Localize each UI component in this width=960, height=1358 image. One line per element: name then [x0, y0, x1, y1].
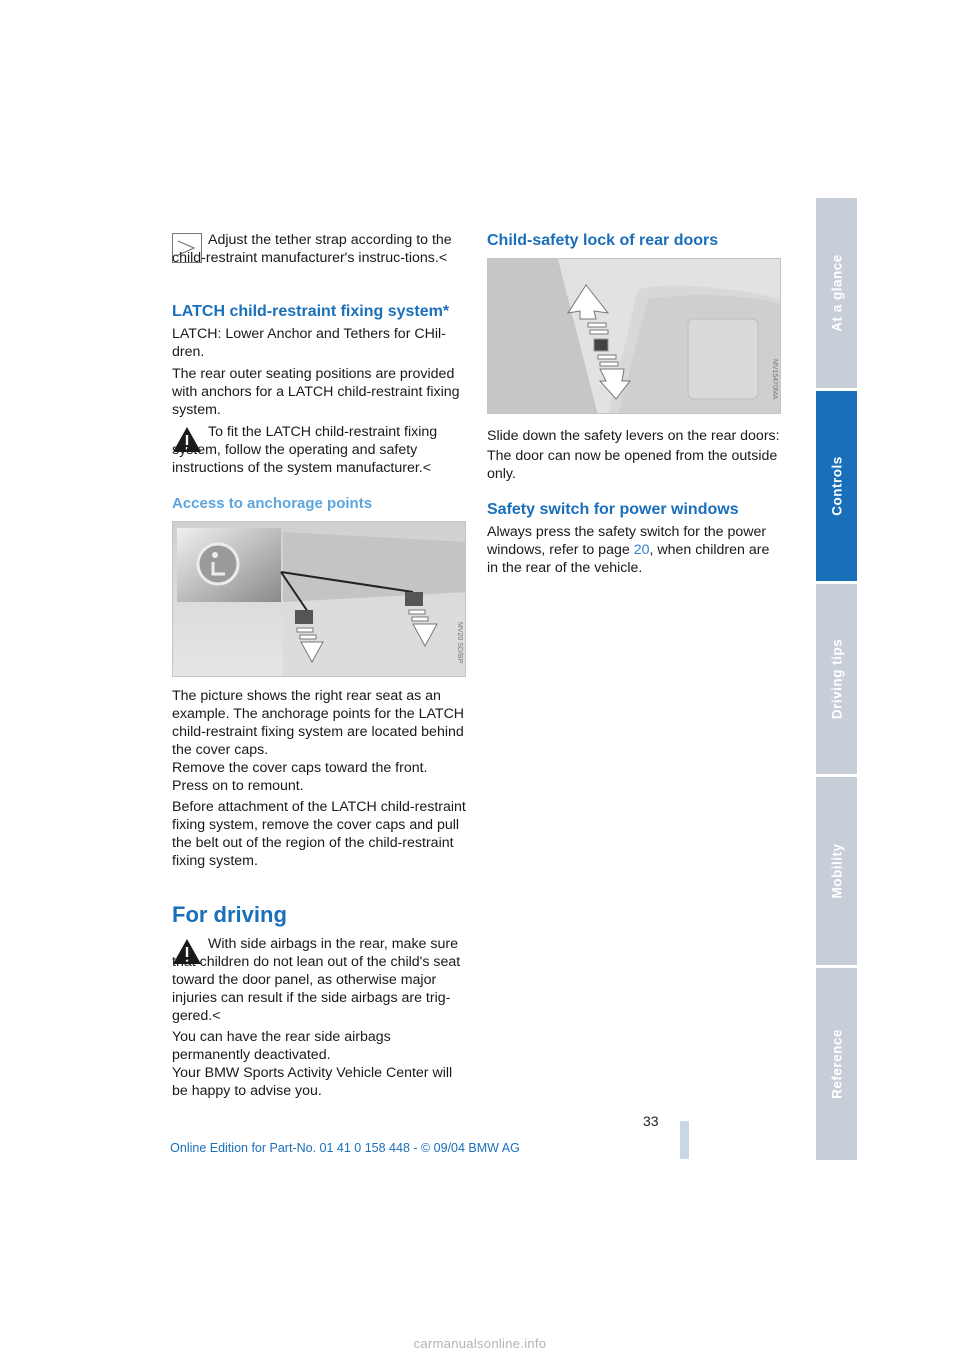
lock-heading: Child-safety lock of rear doors [487, 232, 719, 249]
driving-heading: For driving [172, 902, 287, 927]
access-heading: Access to anchorage points [172, 495, 373, 512]
windows-text-before: Always press the safety switch for the power windows, refer to page [487, 524, 767, 558]
driving-paragraph-line-1: You can have the rear side airbags permanently deactivated. [172, 1029, 391, 1063]
latch-warning-end-mark: < [422, 460, 432, 476]
figure-code-2: MV15470MA [771, 359, 778, 400]
latch-paragraph-2: The rear outer seating positions are provided with anchors for a LATCH child-restraint fixing system. [172, 366, 460, 418]
tab-driving-tips[interactable] [816, 584, 857, 774]
tab-label: Mobility [829, 843, 844, 899]
note-text-content: Adjust the tether strap according to the child-restraint manufacturer's instruc-tions. [172, 232, 452, 266]
access-paragraph-1-line-2: Remove the cover caps toward the front. Press on to remount. [172, 760, 428, 794]
watermark: carmanualsonline.info [413, 1336, 547, 1351]
latch-paragraph-1: LATCH: Lower Anchor and Tethers for CHil-dren. [172, 326, 446, 360]
tab-label: At a glance [829, 254, 844, 332]
tab-label: Reference [829, 1029, 844, 1099]
tab-at-a-glance[interactable] [816, 198, 857, 388]
driving-warning [172, 935, 466, 1025]
child-lock-figure [487, 258, 781, 414]
latch-warning-text: To fit the LATCH child-restraint fixing system, follow the operating and safety instructions of the system manufacturer. [172, 424, 438, 476]
access-paragraph-1-line-1: The picture shows the right rear seat as an example. The anchorage points for the LATCH child-restraint fixing system are located behind the cover caps. [172, 688, 465, 758]
tab-label: Controls [829, 456, 844, 516]
tab-label: Driving tips [829, 638, 844, 720]
driving-paragraph [172, 1028, 466, 1100]
windows-text-after: , when children are in the rear of the vehicle. [487, 542, 770, 576]
tab-mobility[interactable] [816, 777, 857, 965]
lock-paragraph-2: The door can now be opened from the outside only. [487, 448, 778, 482]
driving-warning-end-mark: < [212, 1008, 221, 1024]
anchorage-figure [172, 521, 466, 677]
windows-heading: Safety switch for power windows [487, 501, 739, 518]
note-end-mark: < [438, 250, 448, 266]
latch-heading: LATCH child-restraint fixing system* [172, 303, 450, 320]
access-paragraph-2: Before attachment of the LATCH child-restraint fixing system, remove the cover caps and pull the belt out of the region of the child-restraint fixing system. [172, 799, 466, 869]
figure-code-1: MV20 SD/BP [456, 622, 463, 664]
footer-text: Online Edition for Part-No. 01 41 0 158 448 - © 09/04 BMW AG [170, 1141, 520, 1155]
footer [0, 1141, 960, 1155]
access-paragraph-1 [172, 687, 466, 795]
tab-reference[interactable] [816, 968, 857, 1160]
lock-paragraph-1: Slide down the safety levers on the rear doors: [487, 428, 780, 444]
tab-controls[interactable] [816, 391, 857, 581]
latch-warning [172, 423, 466, 477]
driving-paragraph-line-2: Your BMW Sports Activity Vehicle Center will be happy to advise you. [172, 1065, 453, 1099]
driving-warning-text: With side airbags in the rear, make sure that children do not lean out of the child's seat toward the door panel, as otherwise major injuries can result if the side airbags are trig-gered. [172, 936, 461, 1024]
page-20-link[interactable]: 20 [633, 542, 650, 558]
windows-paragraph [487, 523, 781, 577]
note-paragraph [172, 231, 466, 267]
page-number: 33 [643, 1113, 659, 1129]
